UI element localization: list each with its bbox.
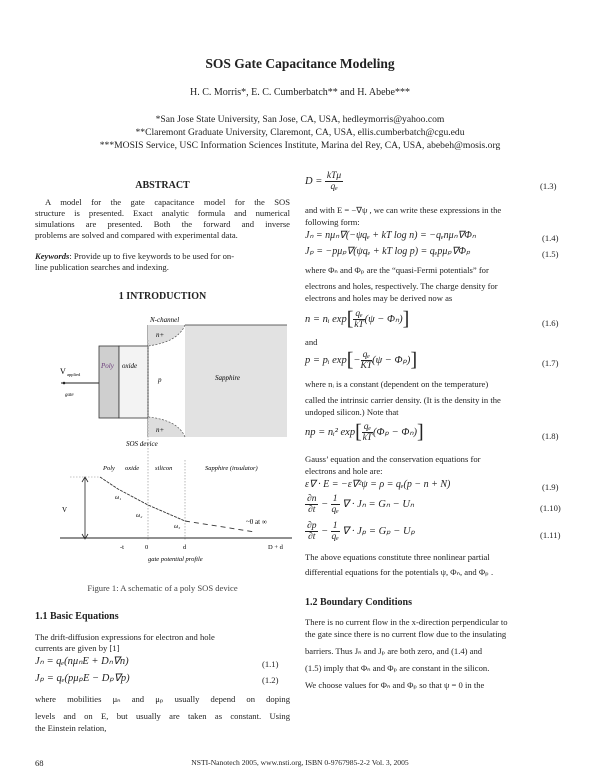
equation-1-4: Jₙ = nμₙ∇(−ψqₑ + kT log n) = −qₑnμₙ∇Φₙ xyxy=(305,230,476,241)
equation-number: (1.3) xyxy=(540,181,557,191)
sapphire-label: Sapphire xyxy=(215,374,241,382)
equation-1-8: np = nᵢ² exp[ $\frac{\text{qₑ}}{kT}$ (Φₚ − Φₙ)] xyxy=(305,421,424,443)
equation-1-2: Jₚ = qₑ(pμₚE − Dₚ∇p) xyxy=(35,673,130,684)
equation-number: (1.2) xyxy=(262,675,279,685)
section-heading-basic-equations: 1.1 Basic Equations xyxy=(35,611,119,622)
authors: H. C. Morris*, E. C. Cumberbatch** and H. Abebe*** xyxy=(190,87,410,98)
tick-minus-t: -t xyxy=(120,544,124,551)
tick-0: 0 xyxy=(145,544,149,551)
body-line: electrons and hole are: xyxy=(305,466,383,476)
zero-at-infinity-label: ~0 at ∞ xyxy=(246,518,267,526)
equation-1-3: D = $\frac{\text{kTμ}}{\text{qₑ}}$ xyxy=(305,171,342,192)
body-line: (1.5) imply that Φₙ and Φₚ are constant in the silicon. xyxy=(305,663,490,673)
abstract-heading: ABSTRACT xyxy=(135,180,190,191)
equation-number: (1.6) xyxy=(542,318,559,328)
body-line: called the intrinsic carrier density. (It is the density in the xyxy=(305,395,501,405)
figure-caption: Figure 1: A schematic of a poly SOS device xyxy=(87,583,238,593)
poly-label: Poly xyxy=(101,362,114,370)
page-number: 68 xyxy=(35,758,44,768)
body-line: barriers. Thus Jₙ and Jₚ are both zero, and (1.4) and xyxy=(305,646,483,656)
v-applied-label: V xyxy=(60,367,66,376)
body-line: The drift-diffusion expressions for electron and hole xyxy=(35,632,215,642)
profile-label: gate potential profile xyxy=(148,556,203,563)
body-line: undoped silicon.) Note that xyxy=(305,407,399,417)
abstract-line: structure is presented. Exact analytic formula and numerical xyxy=(35,208,290,218)
body-line: The above equations constitute three nonlinear partial xyxy=(305,552,490,562)
equation-1-9: ε∇ · E = −ε∇²ψ = ρ = qₑ(p − n + N) xyxy=(305,479,451,490)
equation-1-1: Jₙ = qₑ(nμₙE + Dₙ∇n) xyxy=(35,656,129,667)
equation-1-6: n = nᵢ exp[ $\frac{\text{qₑ}}{kT}$ (ψ − Φₙ)] xyxy=(305,308,410,330)
equation-1-5: Jₚ = −pμₚ∇(ψqₑ + kT log p) = qₑpμₚ∇Φₚ xyxy=(305,246,471,257)
equation-number: (1.8) xyxy=(542,431,559,441)
body-line: currents are given by [1] xyxy=(35,643,120,653)
figure-sos-device xyxy=(60,310,300,585)
equation-number: (1.9) xyxy=(542,482,559,492)
keywords-text: : Provide up to five keywords to be used for on- xyxy=(69,251,235,261)
oxide-region xyxy=(119,346,148,418)
tick-D-plus-d: D + d xyxy=(268,544,283,551)
equation-number: (1.1) xyxy=(262,659,279,669)
body-line: electrons and holes, respectively. The charge density for xyxy=(305,281,498,291)
keywords-line: line publication searches and indexing. xyxy=(35,262,169,272)
equation-number: (1.5) xyxy=(542,249,559,259)
affiliation-1: *San Jose State University, San Jose, CA, USA, hedleymorris@yahoo.com xyxy=(155,114,445,125)
row-sapphire-label: Sapphire (insulator) xyxy=(205,465,258,472)
affiliation-3: ***MOSIS Service, USC Information Sciences Institute, Marina del Rey, CA, USA, abebeh@mosis.org xyxy=(99,140,501,151)
body-line: electrons and holes may be derived now as xyxy=(305,293,453,303)
body-line: where Φₙ and Φₚ are the “quasi-Fermi potentials” for xyxy=(305,265,489,275)
footer-citation: NSTI-Nanotech 2005, www.nsti.org, ISBN 0-9767985-2-2 Vol. 3, 2005 xyxy=(191,758,409,767)
body-line: where nᵢ is a constant (dependent on the temperature) xyxy=(305,379,489,389)
equation-1-7: p = pᵢ exp[− $\frac{\text{qₑ}}{KT}$ (ψ − Φₚ)] xyxy=(305,349,418,371)
body-line: where mobilities μₙ and μₚ usually depend on doping xyxy=(35,694,290,704)
body-line: the Einstein relation, xyxy=(35,723,107,733)
n-plus-bottom-region xyxy=(148,417,185,437)
equation-1-10: $\frac{\partial n}{\partial t}$ − $\frac{1}{\text{qₑ}}$ ∇ · Jₙ = Gₙ − Uₙ xyxy=(307,494,415,515)
equation-number: (1.7) xyxy=(542,358,559,368)
section-heading-boundary-conditions: 1.2 Boundary Conditions xyxy=(305,597,412,608)
potential-curve xyxy=(100,477,185,521)
body-line: There is no current flow in the x-direction perpendicular to xyxy=(305,617,508,627)
n-plus-top-region xyxy=(148,325,185,346)
body-line: Gauss’ equation and the conservation equations for xyxy=(305,454,481,464)
p-label: p xyxy=(158,376,162,384)
row-silicon-label: silicon xyxy=(155,465,173,472)
equation-number: (1.11) xyxy=(540,530,561,540)
keywords xyxy=(35,251,290,262)
body-line: the gate since there is no current flow due to the insulating xyxy=(305,629,507,639)
omega-3-label: ω₃ xyxy=(174,524,181,530)
equation-number: (1.10) xyxy=(540,503,561,513)
keywords-label: Keywords xyxy=(35,251,70,261)
equation-number: (1.4) xyxy=(542,233,559,243)
row-poly-label: Poly xyxy=(103,465,115,472)
abstract-line: problems are solved and compared with experimental data. xyxy=(35,230,238,240)
body-line: levels and on E, but usually are taken as constant. Using xyxy=(35,711,290,721)
affiliation-2: **Claremont Graduate University, Claremont, CA, USA, ellis.cumberbatch@cgu.edu xyxy=(135,127,465,138)
v-label: V xyxy=(62,506,68,514)
equation-1-11: $\frac{\partial p}{\partial t}$ − $\frac{1}{\text{qₑ}}$ ∇ · Jₚ = Gₚ − Uₚ xyxy=(307,521,416,542)
poly-region xyxy=(99,346,119,418)
body-line: following form: xyxy=(305,217,360,227)
abstract-line: A model for the gate capacitance model for the SOS xyxy=(45,197,290,207)
tick-d: d xyxy=(183,544,187,551)
body-line: We choose values for Φₙ and Φₚ so that ψ = 0 in the xyxy=(305,680,485,690)
oxide-label: oxide xyxy=(122,362,138,370)
gate-label: gate xyxy=(65,393,74,398)
v-applied-subscript: applied xyxy=(67,372,81,377)
n-plus-bottom-label: n+ xyxy=(156,426,165,434)
omega-2-label: ω₂ xyxy=(136,513,143,519)
body-line: and with E = −∇ψ , we can write these expressions in the xyxy=(305,205,502,215)
section-heading-introduction: 1 INTRODUCTION xyxy=(118,291,207,302)
omega-1-label: ω₁ xyxy=(115,495,122,501)
row-oxide-label: oxide xyxy=(125,465,140,472)
body-line: and xyxy=(305,337,318,347)
sos-device-label: SOS device xyxy=(126,440,158,448)
n-channel-label: N-channel xyxy=(150,316,180,324)
n-plus-top-label: n+ xyxy=(156,331,165,339)
paper-title: SOS Gate Capacitance Modeling xyxy=(205,56,395,71)
body-line: differential equations for the potentials ψ, Φₙ, and Φₚ . xyxy=(305,567,494,577)
abstract-line: simulations are presented. Both the forward and inverse xyxy=(35,219,290,229)
